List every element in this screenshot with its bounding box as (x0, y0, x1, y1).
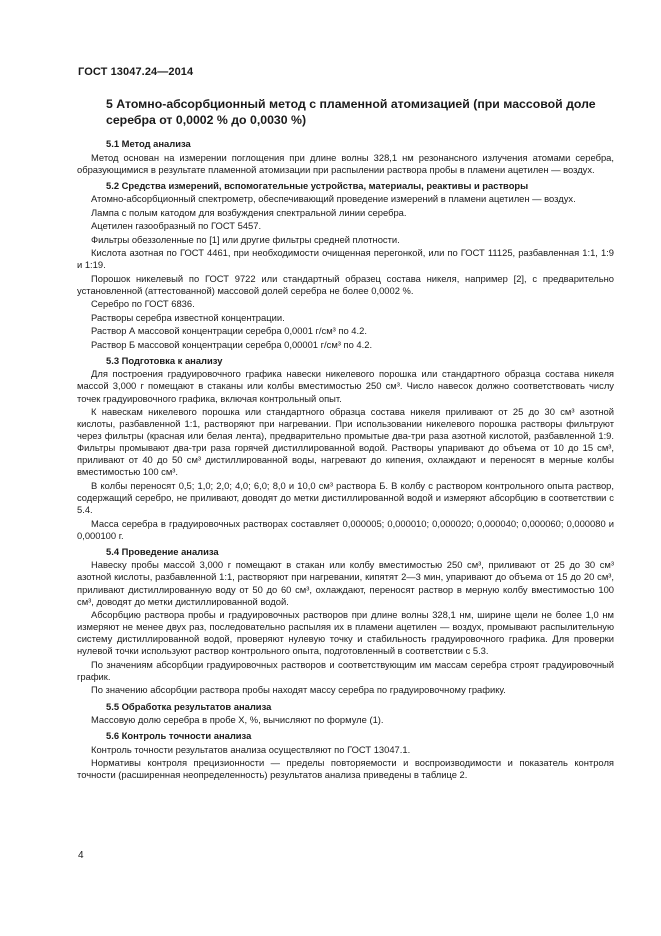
paragraph: Атомно-абсорбционный спектрометр, обеспечивающий проведение измерений в пламени ацетилен — воздух. (91, 193, 576, 205)
paragraph: Фильтры обеззоленные по [1] или другие фильтры средней плотности. (91, 233, 400, 245)
subsection-heading-5-1: 5.1 Метод анализа (106, 138, 191, 149)
section-title: 5 Атомно-абсорбционный метод с пламенной атомизацией (при массовой доле серебра от 0,0002 % до 0,0030 %) (106, 97, 596, 127)
paragraph: Метод основан на измерении поглощения при длине волны 328,1 нм резонансного излучения атомами серебра, образующимися в результате пламенной атомизации при распылении раствора пробы в пламени ацетилен — воздух. (77, 151, 614, 175)
paragraph: Порошок никелевый по ГОСТ 9722 или стандартный образец состава никеля, например [2], с предварительно установленной (аттестованной) массовой долей серебра не более 0,0002 %. (77, 272, 614, 296)
paragraph: Кислота азотная по ГОСТ 4461, при необходимости очищенная перегонкой, или по ГОСТ 11125, разбавленная 1:1, 1:9 и 1:19. (77, 247, 614, 271)
paragraph: Раствор Б массовой концентрации серебра 0,00001 г/см³ по 4.2. (91, 338, 373, 350)
paragraph: Серебро по ГОСТ 6836. (91, 298, 195, 310)
paragraph: В колбы переносят 0,5; 1,0; 2,0; 4,0; 6,0; 8,0 и 10,0 см³ раствора Б. В колбу с раствором контрольного опыта раствор, содержащий серебро, не приливают, доводят до метки дистиллированной водой и измеряют абсорбцию в соответствии с 5.4. (77, 479, 614, 516)
paragraph: По значению абсорбции раствора пробы находят массу серебра по градуировочному графику. (91, 684, 506, 696)
paragraph: Лампа с полым катодом для возбуждения спектральной линии серебра. (91, 206, 407, 218)
paragraph: Абсорбцию раствора пробы и градуировочных растворов при длине волны 328,1 нм, ширине щели не более 1,0 нм измеряют не менее двух раз, последовательно распыляя их в пламени ацетилен — воздух, промывают распылительную систему дистиллированной водой, проверяют нулевую точку и стабильность градуировочного графика. Для проверки нулевой точки используют раствор контрольного опыта, подготовленный в соответствии с 5.3. (77, 609, 614, 657)
paragraph: К навескам никелевого порошка или стандартного образца состава никеля приливают от 25 до 30 см³ азотной кислоты, разбавленной 1:1, растворяют при нагревании. При использовании никелевого порошка растворы фильтруют через фильтры (красная или белая лента), предварительно промытые два-три раза азотной кислотой, разбавленной 1:9. Фильтры промывают два-три раза горячей дистиллированной водой. Растворы упаривают до объема от 10 до 15 см³, приливают от 40 до 50 см³ дистиллированной воды, нагревают до кипения, охлаждают и переносят в мерные колбы вместимостью 100 см³. (77, 406, 614, 478)
paragraph: Контроль точности результатов анализа осуществляют по ГОСТ 13047.1. (91, 743, 411, 755)
paragraph: Масса серебра в градуировочных растворах составляет 0,000005; 0,000010; 0,000020; 0,000040; 0,000060; 0,000080 и 0,000100 г. (77, 517, 614, 541)
paragraph: Навеску пробы массой 3,000 г помещают в стакан или колбу вместимостью 250 см³, приливают от 25 до 30 см³ азотной кислоты, разбавленной 1:1, растворяют при нагревании, кипятят 2—3 мин, упаривают до объема от 15 до 20 см³, приливают дистиллированную воду от 50 до 60 см³, охлаждают, переносят раствор в мерную колбу вместимостью 100 см³, доводят до метки дистиллированной водой. (77, 559, 614, 607)
subsection-heading-5-6: 5.6 Контроль точности анализа (106, 730, 252, 742)
page-number: 4 (78, 850, 84, 861)
paragraph: Раствор А массовой концентрации серебра 0,0001 г/см³ по 4.2. (91, 325, 367, 337)
paragraph: Для построения градуировочного графика навески никелевого порошка или стандартного образца состава никеля массой 3,000 г помещают в стаканы или колбы вместимостью 250 см³. Число навесок должно соответствовать числу точек градуировочного графика, включая контрольный опыт. (77, 368, 614, 404)
paragraph: Ацетилен газообразный по ГОСТ 5457. (91, 220, 262, 232)
subsection-heading-5-5: 5.5 Обработка результатов анализа (106, 700, 272, 712)
document-header: ГОСТ 13047.24—2014 (78, 66, 194, 78)
subsection-heading-5-2: 5.2 Средства измерений, вспомогательные устройства, материалы, реактивы и растворы (106, 179, 529, 191)
subsection-heading-5-4: 5.4 Проведение анализа (106, 545, 219, 557)
document-body (77, 96, 614, 783)
paragraph: По значениям абсорбции градуировочных растворов и соответствующим им массам серебра строят градуировочный график. (77, 658, 614, 682)
paragraph: Нормативы контроля прецизионности — пределы повторяемости и воспроизводимости и показатель контроля точности (расширенная неопределенность) результатов анализа приведены в таблице 2. (77, 757, 614, 781)
subsection-heading-5-3: 5.3 Подготовка к анализу (106, 354, 223, 366)
paragraph: Растворы серебра известной концентрации. (91, 311, 285, 323)
paragraph: Массовую долю серебра в пробе X, %, вычисляют по формуле (1). (91, 714, 384, 726)
